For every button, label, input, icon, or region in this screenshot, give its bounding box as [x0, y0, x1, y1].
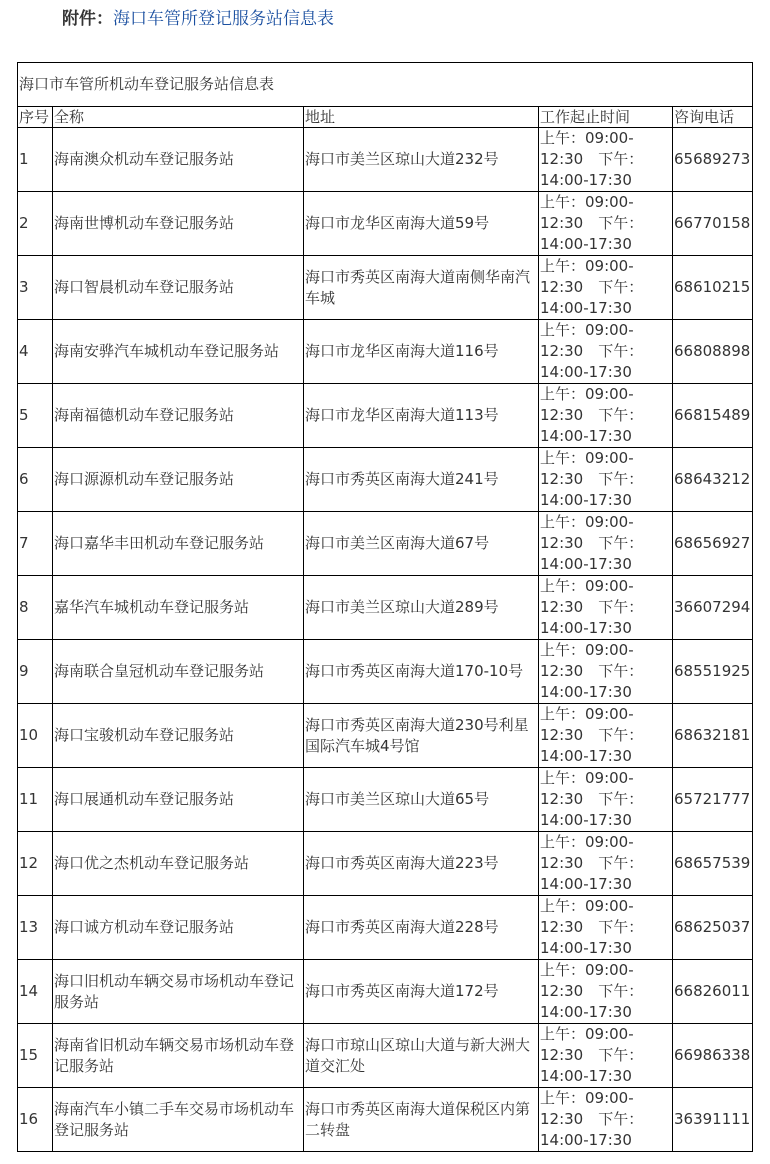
working-hours-line: 14:00-17:30: [540, 683, 632, 701]
table-row: [18, 512, 753, 576]
table-row: [18, 1088, 753, 1152]
working-hours-line: 上午：09:00-: [540, 257, 634, 275]
row-number: 6: [18, 448, 53, 512]
row-number: 2: [18, 192, 53, 256]
column-header-phone: 咨询电话: [673, 107, 753, 128]
station-address: 海口市秀英区南海大道228号: [304, 896, 539, 960]
row-number: 8: [18, 576, 53, 640]
row-number: 7: [18, 512, 53, 576]
station-name: 海南省旧机动车辆交易市场机动车登记服务站: [53, 1024, 304, 1088]
table-row: [18, 832, 753, 896]
working-hours-line: 14:00-17:30: [540, 747, 632, 765]
contact-phone: 68625037: [673, 896, 753, 960]
station-address: 海口市龙华区南海大道116号: [304, 320, 539, 384]
working-hours-line: 12:30 下午：: [540, 214, 644, 232]
working-hours: [539, 768, 673, 832]
column-header-no: 序号: [18, 107, 53, 128]
station-name: 海南福德机动车登记服务站: [53, 384, 304, 448]
working-hours: [539, 320, 673, 384]
working-hours-line: 14:00-17:30: [540, 939, 632, 957]
contact-phone: 68610215: [673, 256, 753, 320]
table-row: [18, 640, 753, 704]
working-hours: [539, 384, 673, 448]
working-hours: [539, 512, 673, 576]
working-hours-line: 14:00-17:30: [540, 427, 632, 445]
station-name: 海南联合皇冠机动车登记服务站: [53, 640, 304, 704]
working-hours-line: 上午：09:00-: [540, 1025, 634, 1043]
table-row: [18, 384, 753, 448]
row-number: 11: [18, 768, 53, 832]
contact-phone: 65689273: [673, 128, 753, 192]
station-name: 海南安骅汽车城机动车登记服务站: [53, 320, 304, 384]
working-hours-line: 上午：09:00-: [540, 385, 634, 403]
station-address: 海口市龙华区南海大道59号: [304, 192, 539, 256]
station-address: 海口市秀英区南海大道230号利星国际汽车城4号馆: [304, 704, 539, 768]
table-container: [17, 62, 752, 1152]
row-number: 12: [18, 832, 53, 896]
station-address: 海口市秀英区南海大道170-10号: [304, 640, 539, 704]
working-hours-line: 上午：09:00-: [540, 961, 634, 979]
working-hours-line: 12:30 下午：: [540, 918, 644, 936]
working-hours-line: 12:30 下午：: [540, 534, 644, 552]
table-caption-row: [18, 63, 753, 107]
row-number: 9: [18, 640, 53, 704]
station-address: 海口市美兰区南海大道67号: [304, 512, 539, 576]
working-hours-line: 上午：09:00-: [540, 641, 634, 659]
contact-phone: 68551925: [673, 640, 753, 704]
station-name: 海口诚方机动车登记服务站: [53, 896, 304, 960]
contact-phone: 68632181: [673, 704, 753, 768]
table-header-row: [18, 107, 753, 128]
working-hours: [539, 960, 673, 1024]
working-hours: [539, 896, 673, 960]
working-hours-line: 14:00-17:30: [540, 811, 632, 829]
working-hours-line: 14:00-17:30: [540, 235, 632, 253]
working-hours-line: 14:00-17:30: [540, 1003, 632, 1021]
working-hours-line: 12:30 下午：: [540, 1110, 644, 1128]
station-address: 海口市美兰区琼山大道232号: [304, 128, 539, 192]
table-row: [18, 1024, 753, 1088]
table-row: [18, 448, 753, 512]
row-number: 3: [18, 256, 53, 320]
station-address: 海口市龙华区南海大道113号: [304, 384, 539, 448]
working-hours-line: 14:00-17:30: [540, 491, 632, 509]
table-caption: 海口市车管所机动车登记服务站信息表: [18, 63, 753, 107]
working-hours-line: 12:30 下午：: [540, 406, 644, 424]
station-address: 海口市秀英区南海大道172号: [304, 960, 539, 1024]
station-table: [17, 62, 753, 1152]
station-name: 海口优之杰机动车登记服务站: [53, 832, 304, 896]
table-row: [18, 896, 753, 960]
contact-phone: 36607294: [673, 576, 753, 640]
row-number: 13: [18, 896, 53, 960]
station-address: 海口市秀英区南海大道南侧华南汽车城: [304, 256, 539, 320]
working-hours-line: 上午：09:00-: [540, 769, 634, 787]
working-hours-line: 上午：09:00-: [540, 1089, 634, 1107]
working-hours-line: 14:00-17:30: [540, 363, 632, 381]
row-number: 16: [18, 1088, 53, 1152]
station-address: 海口市琼山区琼山大道与新大洲大道交汇处: [304, 1024, 539, 1088]
working-hours: [539, 256, 673, 320]
contact-phone: 68657539: [673, 832, 753, 896]
working-hours-line: 12:30 下午：: [540, 470, 644, 488]
row-number: 15: [18, 1024, 53, 1088]
station-name: 海口源源机动车登记服务站: [53, 448, 304, 512]
column-header-hours: 工作起止时间: [539, 107, 673, 128]
working-hours-line: 12:30 下午：: [540, 726, 644, 744]
working-hours-line: 14:00-17:30: [540, 1131, 632, 1149]
station-address: 海口市秀英区南海大道保税区内第二转盘: [304, 1088, 539, 1152]
working-hours-line: 12:30 下午：: [540, 342, 644, 360]
station-name: 海口智晨机动车登记服务站: [53, 256, 304, 320]
working-hours: [539, 128, 673, 192]
contact-phone: 66770158: [673, 192, 753, 256]
working-hours-line: 14:00-17:30: [540, 171, 632, 189]
contact-phone: 65721777: [673, 768, 753, 832]
page-header: [62, 6, 334, 32]
working-hours-line: 上午：09:00-: [540, 193, 634, 211]
row-number: 1: [18, 128, 53, 192]
working-hours-line: 上午：09:00-: [540, 897, 634, 915]
station-name: 海南汽车小镇二手车交易市场机动车登记服务站: [53, 1088, 304, 1152]
station-name: 海南世博机动车登记服务站: [53, 192, 304, 256]
table-row: [18, 256, 753, 320]
table-row: [18, 704, 753, 768]
working-hours-line: 12:30 下午：: [540, 790, 644, 808]
contact-phone: 68656927: [673, 512, 753, 576]
row-number: 5: [18, 384, 53, 448]
working-hours-line: 12:30 下午：: [540, 662, 644, 680]
working-hours-line: 上午：09:00-: [540, 833, 634, 851]
contact-phone: 66986338: [673, 1024, 753, 1088]
station-name: 嘉华汽车城机动车登记服务站: [53, 576, 304, 640]
working-hours: [539, 448, 673, 512]
station-name: 海口嘉华丰田机动车登记服务站: [53, 512, 304, 576]
working-hours-line: 上午：09:00-: [540, 513, 634, 531]
working-hours: [539, 1024, 673, 1088]
working-hours-line: 14:00-17:30: [540, 555, 632, 573]
table-row: [18, 576, 753, 640]
working-hours-line: 14:00-17:30: [540, 619, 632, 637]
station-address: 海口市美兰区琼山大道65号: [304, 768, 539, 832]
column-header-name: 全称: [53, 107, 304, 128]
working-hours-line: 12:30 下午：: [540, 150, 644, 168]
table-row: [18, 192, 753, 256]
working-hours-line: 上午：09:00-: [540, 129, 634, 147]
table-row: [18, 320, 753, 384]
attachment-title: 海口车管所登记服务站信息表: [113, 9, 334, 29]
working-hours-line: 上午：09:00-: [540, 705, 634, 723]
station-name: 海口宝骏机动车登记服务站: [53, 704, 304, 768]
contact-phone: 68643212: [673, 448, 753, 512]
station-name: 海口展通机动车登记服务站: [53, 768, 304, 832]
working-hours-line: 12:30 下午：: [540, 278, 644, 296]
working-hours: [539, 640, 673, 704]
station-address: 海口市美兰区琼山大道289号: [304, 576, 539, 640]
row-number: 10: [18, 704, 53, 768]
working-hours-line: 12:30 下午：: [540, 982, 644, 1000]
working-hours-line: 上午：09:00-: [540, 321, 634, 339]
station-address: 海口市秀英区南海大道241号: [304, 448, 539, 512]
working-hours-line: 12:30 下午：: [540, 854, 644, 872]
row-number: 4: [18, 320, 53, 384]
contact-phone: 66815489: [673, 384, 753, 448]
working-hours-line: 上午：09:00-: [540, 449, 634, 467]
contact-phone: 66826011: [673, 960, 753, 1024]
working-hours: [539, 192, 673, 256]
table-row: [18, 128, 753, 192]
working-hours-line: 14:00-17:30: [540, 875, 632, 893]
table-row: [18, 960, 753, 1024]
working-hours-line: 上午：09:00-: [540, 577, 634, 595]
working-hours-line: 14:00-17:30: [540, 299, 632, 317]
working-hours-line: 12:30 下午：: [540, 1046, 644, 1064]
row-number: 14: [18, 960, 53, 1024]
station-name: 海口旧机动车辆交易市场机动车登记服务站: [53, 960, 304, 1024]
station-name: 海南澳众机动车登记服务站: [53, 128, 304, 192]
working-hours-line: 14:00-17:30: [540, 1067, 632, 1085]
working-hours: [539, 704, 673, 768]
column-header-address: 地址: [304, 107, 539, 128]
working-hours-line: 12:30 下午：: [540, 598, 644, 616]
working-hours: [539, 1088, 673, 1152]
station-address: 海口市秀英区南海大道223号: [304, 832, 539, 896]
attachment-label: 附件：: [62, 9, 113, 29]
contact-phone: 66808898: [673, 320, 753, 384]
working-hours: [539, 832, 673, 896]
contact-phone: 36391111: [673, 1088, 753, 1152]
table-row: [18, 768, 753, 832]
working-hours: [539, 576, 673, 640]
